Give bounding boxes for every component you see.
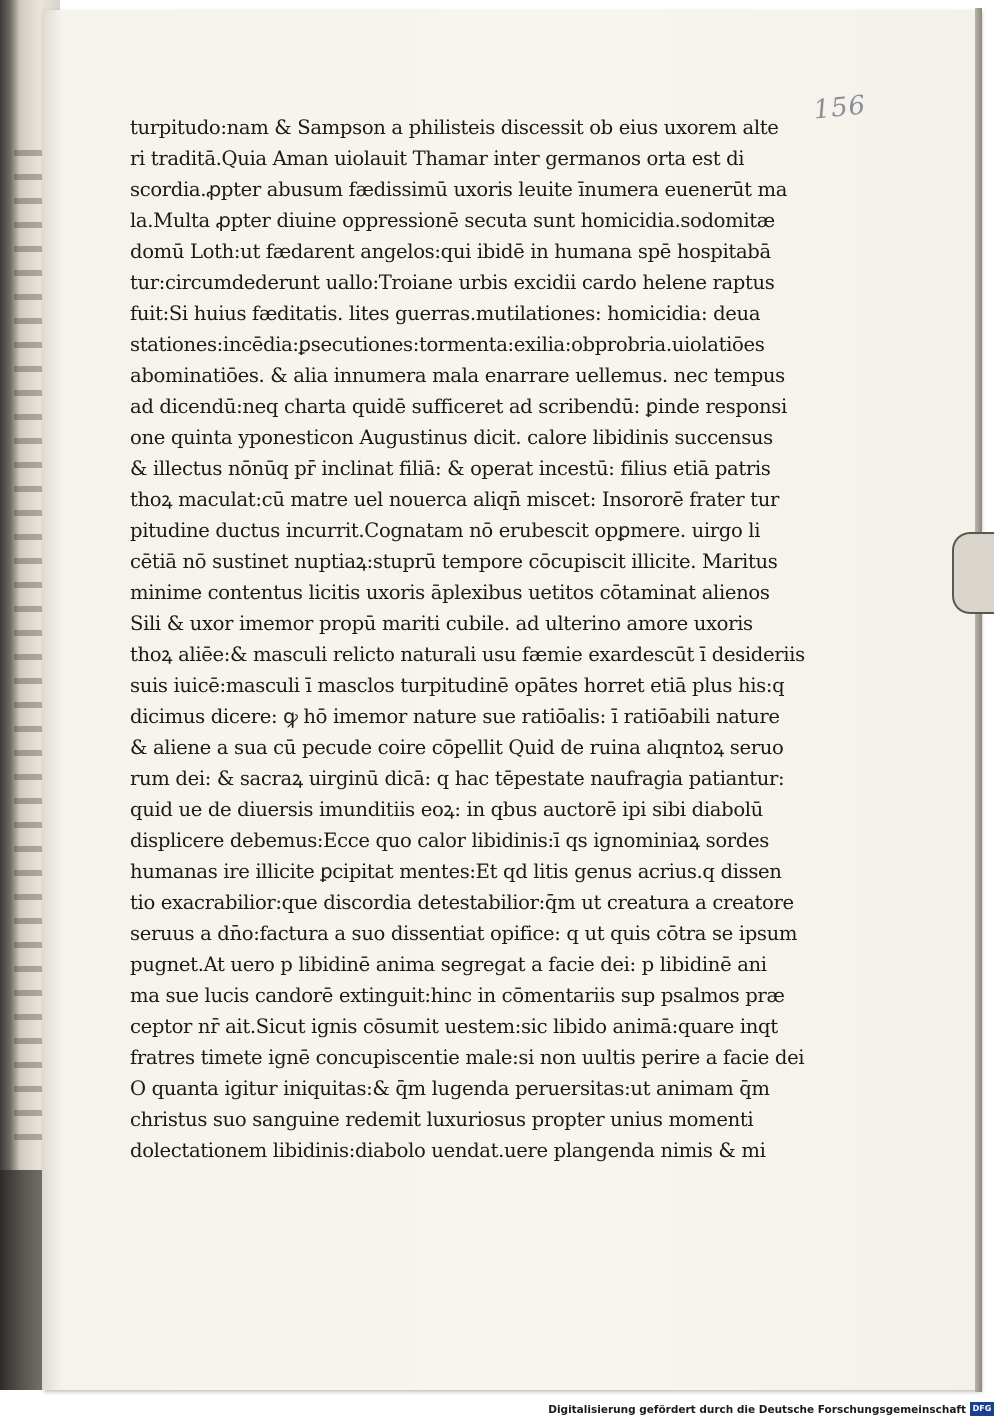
text-line: pugnet.At uero p libidinē anima segregat a facie dei: p libidinē ani	[130, 953, 767, 976]
text-line: tur:circumdederunt uallo:Troiane urbis excidii cardo helene raptus	[130, 271, 775, 294]
text-line: pitudine ductus incurrit.Cognatam nō erubescit opꝑmere. uirgo li	[130, 519, 761, 542]
text-line: la.Multa ꝓpter diuine oppressionē secuta sunt homicidia.sodomitæ	[130, 209, 775, 232]
digitization-credit: Digitalisierung gefördert durch die Deutsche Forschungsgemeinschaft	[548, 1404, 966, 1416]
text-line: one quinta yponesticon Augustinus dicit. calore libidinis succensus	[130, 426, 773, 449]
text-line: ri traditā.Quia Aman uiolauit Thamar inter germanos orta est di	[130, 147, 745, 170]
text-line: thoꝝ aliēe:& masculi relicto naturali usu fæmie exardescūt ī desideriis	[130, 643, 805, 666]
page-stack-edge	[975, 8, 982, 1392]
text-line: fratres timete ignē concupiscentie male:si non uultis perire a facie dei	[130, 1046, 805, 1069]
folio-number: 156	[812, 90, 868, 126]
text-line: christus suo sanguine redemit luxuriosus propter unius momenti	[130, 1108, 754, 1131]
text-line: ad dicendū:neq charta quidē sufficeret ad scribendū: ꝑinde responsi	[130, 395, 787, 418]
text-line: Sili & uxor imemor propū mariti cubile. ad ulterino amore uxoris	[130, 612, 753, 635]
text-line: & illectus nōnūq pr̄ inclinat filiā: & operat incestū: filius etiā patris	[130, 457, 771, 480]
text-line: abominatiōes. & alia innumera mala enarrare uellemus. nec tempus	[130, 364, 785, 387]
text-line: turpitudo:nam & Sampson a philisteis discessit ob eius uxorem alte	[130, 116, 779, 139]
text-line: O quanta igitur iniquitas:& q̄m lugenda peruersitas:ut animam q̄m	[130, 1077, 770, 1100]
text-line: domū Loth:ut fædarent angelos:qui ibidē in humana spē hospitabā	[130, 240, 771, 263]
dfg-logo: DFG	[970, 1402, 994, 1416]
text-line: seruus a dn̄o:factura a suo dissentiat opifice: q ut quis cōtra se ipsum	[130, 922, 798, 945]
text-line: dicimus dicere: ꝙ hō imemor nature sue ratiōalis: ī ratiōabili nature	[130, 705, 780, 728]
text-line: quid ue de diuersis imunditiis eoꝝ: in qbus auctorē ipi sibi diabolū	[130, 798, 763, 821]
text-line: rum dei: & sacraꝝ uirginū dicā: q hac tēpestate naufragia patiantur:	[130, 767, 785, 790]
text-line: stationes:incēdia:ꝑsecutiones:tormenta:exilia:obprobria.uiolatiōes	[130, 333, 765, 356]
footer-bar	[0, 1396, 1000, 1422]
text-line: dolectationem libidinis:diabolo uendat.uere plangenda nimis & mi	[130, 1139, 766, 1162]
text-line: ma sue lucis candorē extinguit:hinc in cōmentariis sup psalmos præ	[130, 984, 785, 1007]
body-text	[130, 112, 820, 1166]
text-line: displicere debemus:Ecce quo calor libidinis:ī qs ignominiaꝝ sordes	[130, 829, 769, 852]
text-line: humanas ire illicite ꝑcipitat mentes:Et qd litis genus acrius.q dissen	[130, 860, 782, 883]
page-clip	[952, 532, 994, 614]
text-line: fuit:Si huius fæditatis. lites guerras.mutilationes: homicidia: deua	[130, 302, 761, 325]
text-line: & aliene a sua cū pecude coire cōpellit Quid de ruina alıqntoꝝ seruo	[130, 736, 784, 759]
text-line: ceptor nr̄ ait.Sicut ignis cōsumit uestem:sic libido animā:quare inqt	[130, 1015, 778, 1038]
text-line: tio exacrabilior:que discordia detestabilior:q̄m ut creatura a creatore	[130, 891, 794, 914]
text-line: suis iuicē:masculi ī masclos turpitudinē opātes horret etiā plus his:q	[130, 674, 785, 697]
text-line: cētiā nō sustinet nuptiaꝝ:stuprū tempore cōcupiscit illicite. Maritus	[130, 550, 778, 573]
text-line: scordia.ꝓpter abusum fædissimū uxoris leuite īnumera euenerūt ma	[130, 178, 788, 201]
text-line: thoꝝ maculat:cū matre uel nouerca aliqn̄ miscet: Insororē frater tur	[130, 488, 779, 511]
text-line: minime contentus licitis uxoris āplexibus uetitos cōtaminat alienos	[130, 581, 770, 604]
